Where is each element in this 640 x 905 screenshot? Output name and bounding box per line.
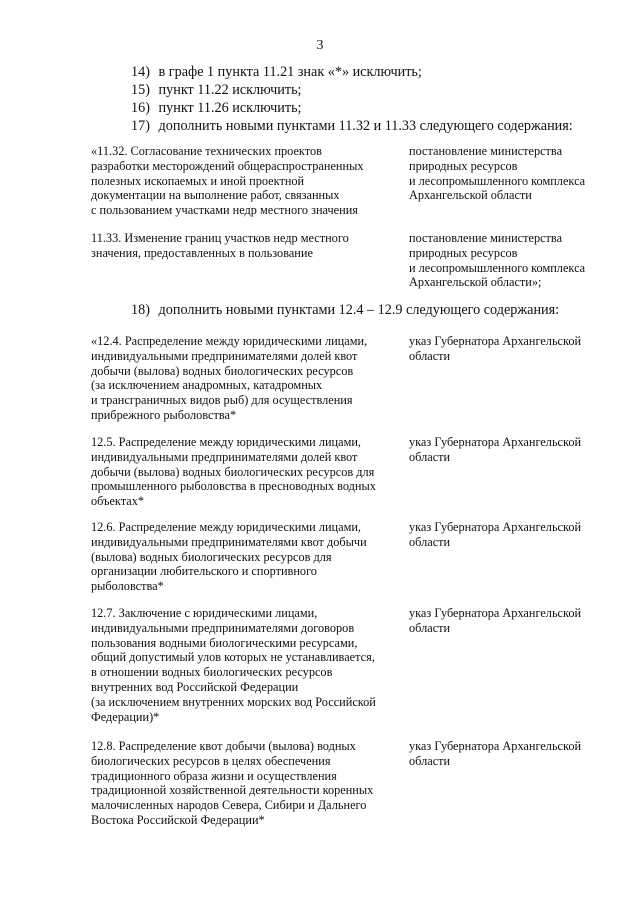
table-row-12-7-act	[409, 606, 609, 636]
table-row-12-5-act	[409, 435, 609, 465]
text-line: постановление министерства	[409, 144, 563, 158]
text-line: области	[409, 534, 451, 549]
text-line: Архангельской области	[409, 188, 532, 203]
table-row-12-4-act	[409, 334, 609, 364]
text-line: индивидуальными предпринимателями квот добычи	[91, 534, 367, 549]
text-line: области	[409, 620, 451, 635]
text-line: (за исключением внутренних морских вод Российской	[91, 694, 376, 709]
text-line: указ Губернатора Архангельской	[409, 334, 582, 348]
text-line: малочисленных народов Севера, Сибири и Дальнего	[91, 798, 367, 813]
text-line: индивидуальными предпринимателями долей квот	[91, 348, 358, 363]
item-text: пункт 11.26 исключить;	[158, 100, 302, 116]
text-line: и трансграничных видов рыб) для осуществления	[91, 393, 353, 408]
text-line: биологических ресурсов в целях обеспечения	[91, 753, 331, 768]
text-line: природных ресурсов	[409, 245, 518, 260]
text-line: «12.4. Распределение между юридическими лицами,	[91, 334, 368, 348]
text-line: прибрежного рыболовства*	[91, 407, 237, 422]
text-line: разработки месторождений общераспространенных	[91, 158, 364, 173]
text-line: промышленного рыболовства в пресноводных водных	[91, 479, 376, 494]
text-line: 12.7. Заключение с юридическими лицами,	[91, 606, 318, 620]
list-item-18	[131, 302, 559, 319]
text-line: рыболовства*	[91, 579, 164, 594]
text-line: внутренних вод Российской Федерации	[91, 679, 299, 694]
text-line: области	[409, 449, 451, 464]
text-line: 12.6. Распределение между юридическими лицами,	[91, 520, 362, 534]
text-line: в отношении водных биологических ресурсов	[91, 665, 333, 680]
item-number: 14)	[131, 64, 150, 80]
text-line: области	[409, 753, 451, 768]
list-item-15	[131, 82, 301, 99]
text-line: Востока Российской Федерации*	[91, 812, 265, 827]
text-line: области	[409, 348, 451, 363]
text-line: указ Губернатора Архангельской	[409, 520, 582, 534]
text-line: организации любительского и спортивного	[91, 564, 317, 579]
table-row-12-8-act	[409, 739, 609, 769]
table-row-12-6-act	[409, 520, 609, 550]
text-line: Федерации)*	[91, 709, 160, 724]
text-line: пользования водными биологическими ресурсами,	[91, 635, 358, 650]
text-line: общий допустимый улов которых не устанавливается,	[91, 650, 375, 665]
list-item-14	[131, 64, 422, 81]
item-text: дополнить новыми пунктами 11.32 и 11.33 следующего содержания:	[158, 118, 573, 134]
text-line: традиционной хозяйственной деятельности коренных	[91, 783, 374, 798]
item-number: 18)	[131, 302, 150, 318]
text-line: постановление министерства	[409, 231, 563, 245]
item-number: 15)	[131, 82, 150, 98]
text-line: документации на выполнение работ, связанных	[91, 188, 340, 203]
text-line: и лесопромышленного комплекса	[409, 260, 586, 275]
text-line: значения, предоставленных в пользование	[91, 245, 313, 260]
table-row-12-6-description	[91, 520, 396, 594]
text-line: указ Губернатора Архангельской	[409, 606, 582, 620]
text-line: (за исключением анадромных, катадромных	[91, 378, 323, 393]
item-number: 17)	[131, 118, 150, 134]
text-line: традиционного образа жизни и осуществления	[91, 768, 337, 783]
table-row-11-32-description	[91, 144, 396, 218]
text-line: индивидуальными предпринимателями договоров	[91, 620, 355, 635]
table-row-12-4-description	[91, 334, 396, 423]
text-line: 12.8. Распределение квот добычи (вылова) водных	[91, 739, 356, 753]
item-number: 16)	[131, 100, 150, 116]
text-line: 11.33. Изменение границ участков недр местного	[91, 231, 349, 245]
item-text: дополнить новыми пунктами 12.4 – 12.9 следующего содержания:	[158, 302, 560, 318]
text-line: добычи (вылова) водных биологических ресурсов для	[91, 464, 375, 479]
text-line: природных ресурсов	[409, 158, 518, 173]
item-text: в графе 1 пункта 11.21 знак «*» исключить;	[158, 64, 422, 80]
text-line: индивидуальными предпринимателями долей квот	[91, 449, 358, 464]
text-line: «11.32. Согласование технических проектов	[91, 144, 322, 158]
table-row-12-5-description	[91, 435, 396, 509]
table-row-12-7-description	[91, 606, 396, 724]
text-line: (вылова) водных биологических ресурсов для	[91, 549, 332, 564]
table-row-11-33-description	[91, 231, 396, 261]
list-item-16	[131, 100, 301, 117]
table-row-12-8-description	[91, 739, 396, 828]
table-row-11-33-act	[409, 231, 609, 290]
text-line: полезных ископаемых и иной проектной	[91, 173, 305, 188]
text-line: указ Губернатора Архангельской	[409, 739, 582, 753]
text-line: объектах*	[91, 494, 145, 509]
text-line: указ Губернатора Архангельской	[409, 435, 582, 449]
list-item-17	[131, 118, 573, 135]
page-number: 3	[316, 38, 324, 53]
text-line: с пользованием участками недр местного значения	[91, 203, 358, 218]
text-line: 12.5. Распределение между юридическими лицами,	[91, 435, 362, 449]
table-row-11-32-act	[409, 144, 609, 203]
text-line: добычи (вылова) водных биологических ресурсов	[91, 363, 354, 378]
text-line: и лесопромышленного комплекса	[409, 173, 586, 188]
text-line: Архангельской области»;	[409, 275, 542, 290]
item-text: пункт 11.22 исключить;	[158, 82, 302, 98]
